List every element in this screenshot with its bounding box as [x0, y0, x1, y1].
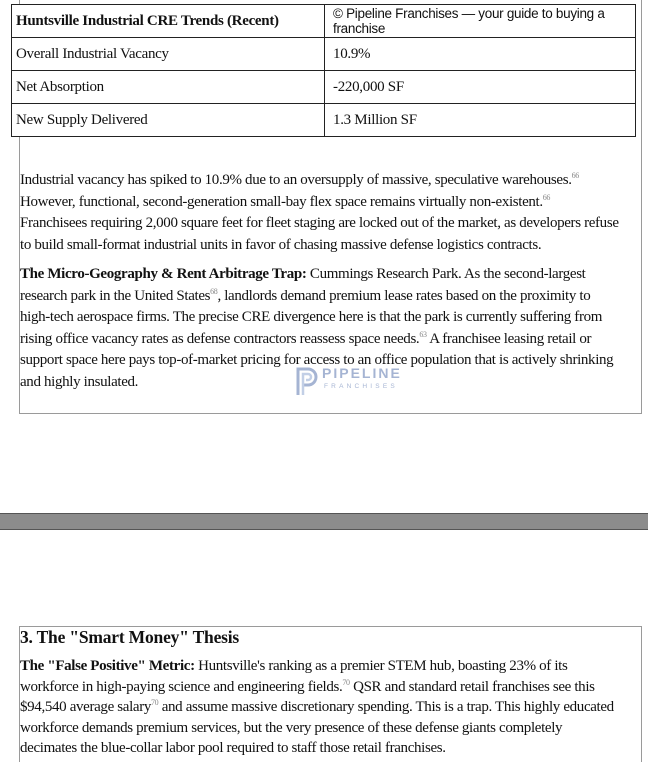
row-value: -220,000 SF — [325, 71, 636, 104]
row-label: New Supply Delivered — [12, 104, 325, 137]
text-line: Cummings Research Park. As the second-largest — [306, 266, 586, 282]
row-label: Net Absorption — [12, 71, 325, 104]
bold-lead: The Micro-Geography & Rent Arbitrage Trap: — [20, 266, 307, 282]
text-line: QSR and standard retail franchises see this — [349, 678, 595, 695]
text-line: Franchisees requiring 2,000 square feet for fleet staging are locked out of the market, as developers refuse — [20, 215, 619, 231]
text-line: A franchisee leasing retail or — [426, 330, 592, 347]
row-value: 10.9% — [325, 38, 636, 71]
bold-lead: The "False Positive" Metric: — [20, 658, 195, 674]
row-label: Overall Industrial Vacancy — [12, 38, 325, 71]
footnote-ref[interactable]: 66 — [542, 192, 551, 202]
text-line: high-tech aerospace firms. The precise CRE divergence here is that the park is currently suffering from — [20, 309, 603, 325]
pipeline-logo-icon — [294, 365, 320, 397]
watermark-word: PIPELINE — [322, 365, 402, 381]
text-line: workforce in high-paying science and engineering fields. — [20, 678, 343, 695]
text-line: support space here pays top-of-market pricing for access to an office population that is actively shrinking — [20, 352, 614, 368]
text-line: , landlords demand premium lease rates based on the proximity to — [217, 287, 591, 304]
paragraph-industrial-vacancy — [20, 170, 640, 256]
table-row — [12, 71, 636, 104]
text-line: However, functional, second-generation small-bay flex space remains virtually non-existent. — [20, 193, 543, 210]
footnote-ref[interactable]: 70 — [151, 698, 159, 707]
footnote-ref[interactable]: 66 — [571, 171, 579, 180]
watermark-subword: FRANCHISES — [324, 383, 398, 390]
table-header-row — [12, 5, 636, 38]
footnote-ref[interactable]: 63 — [419, 329, 427, 339]
text-line: Industrial vacancy has spiked to 10.9% due to an oversupply of massive, speculative warehouses. — [20, 172, 572, 188]
text-line: and assume massive discretionary spending. This is a trap. This highly educated — [158, 699, 614, 715]
paragraph-false-positive — [20, 656, 640, 759]
page-separator — [0, 513, 648, 530]
pipeline-watermark-logo — [294, 365, 402, 401]
cre-trends-table — [11, 4, 636, 137]
section-heading: 3. The "Smart Money" Thesis — [20, 627, 240, 647]
copyright-notice: © Pipeline Franchises — your guide to buying a franchise — [325, 5, 636, 38]
text-line: and highly insulated. — [20, 373, 139, 390]
text-line: to build small-format industrial units in favor of chasing massive defense logistics contracts. — [20, 236, 542, 253]
text-line: Huntsville's ranking as a premier STEM hub, boasting 23% of its — [194, 658, 568, 674]
table-title: Huntsville Industrial CRE Trends (Recent) — [12, 5, 325, 38]
table-row — [12, 38, 636, 71]
text-line: research park in the United States — [20, 287, 211, 304]
footnote-ref[interactable]: 68 — [210, 286, 218, 296]
footnote-ref[interactable]: 70 — [342, 677, 350, 687]
text-line: decimates the blue-collar labor pool required to staff those retail franchises. — [20, 740, 446, 756]
text-line: rising office vacancy rates as defense contractors reassess space needs. — [20, 330, 420, 347]
table-row — [12, 104, 636, 137]
text-line: workforce demands premium services, but the very presence of these defense giants completely — [20, 719, 563, 736]
text-line: $94,540 average salary — [20, 699, 151, 715]
row-value: 1.3 Million SF — [325, 104, 636, 137]
